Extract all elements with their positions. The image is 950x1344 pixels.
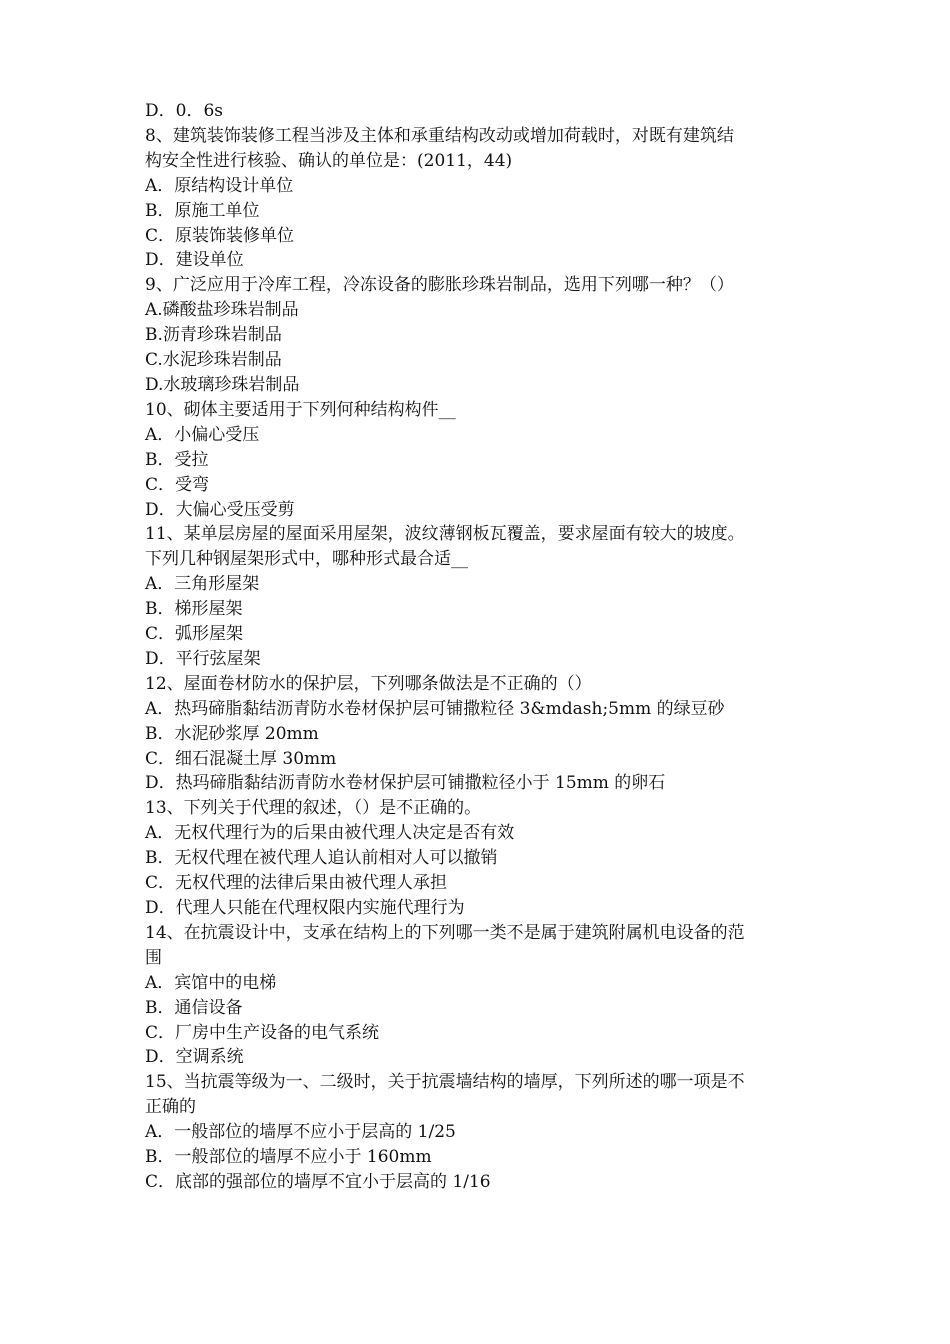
- option-line: D．建设单位: [145, 250, 244, 271]
- option-line: B．受拉: [145, 449, 209, 470]
- question-line: 围: [145, 947, 162, 968]
- option-line: C．弧形屋架: [145, 624, 244, 645]
- question-line: 构安全性进行核验、确认的单位是：(2011，44): [145, 150, 513, 171]
- option-line: D．平行弦屋架: [145, 648, 261, 669]
- question-line: 9、广泛应用于冷库工程，冷冻设备的膨胀珍珠岩制品，选用下列哪一种？（）: [145, 275, 734, 296]
- option-line: A．无权代理行为的后果由被代理人决定是否有效: [145, 823, 515, 844]
- option-line: C．厂房中生产设备的电气系统: [145, 1022, 380, 1043]
- question-line: 正确的: [145, 1097, 196, 1118]
- question-line: 14、在抗震设计中，支承在结构上的下列哪一类不是属于建筑附属机电设备的范: [145, 922, 745, 943]
- option-line: B．通信设备: [145, 997, 243, 1018]
- option-line: B．无权代理在被代理人追认前相对人可以撤销: [145, 848, 498, 869]
- option-line: B．原施工单位: [145, 200, 260, 221]
- option-line: D．热玛碲脂黏结沥青防水卷材保护层可铺撒粒径小于 15mm 的卵石: [145, 773, 666, 794]
- option-line: A．原结构设计单位: [145, 175, 294, 196]
- option-line: C．原装饰装修单位: [145, 225, 295, 246]
- option-line: B．一般部位的墙厚不应小于 160mm: [145, 1147, 432, 1168]
- option-line: B.沥青珍珠岩制品: [145, 325, 282, 346]
- option-line: A．一般部位的墙厚不应小于层高的 1/25: [145, 1122, 456, 1143]
- option-line: B．水泥砂浆厚 20mm: [145, 723, 319, 744]
- question-line: 10、砌体主要适用于下列何种结构构件__: [145, 399, 456, 420]
- question-line: 13、下列关于代理的叙述，（）是不正确的。: [145, 798, 482, 819]
- option-line: A.磷酸盐珍珠岩制品: [145, 300, 299, 321]
- question-line: 下列几种钢屋架形式中，哪种形式最合适__: [145, 549, 468, 570]
- option-line: D．代理人只能在代理权限内实施代理行为: [145, 898, 465, 918]
- option-line: A．宾馆中的电梯: [145, 972, 277, 993]
- question-line: 8、建筑装饰装修工程当涉及主体和承重结构改动或增加荷载时，对既有建筑结: [145, 125, 734, 146]
- option-line: D．大偏心受压受剪: [145, 499, 295, 520]
- question-line: 15、当抗震等级为一、二级时，关于抗震墙结构的墙厚，下列所述的哪一项是不: [145, 1072, 745, 1093]
- option-line: A．三角形屋架: [145, 574, 260, 595]
- option-line: C．无权代理的法律后果由被代理人承担: [145, 873, 448, 894]
- question-line: 11、某单层房屋的屋面采用屋架，波纹薄钢板瓦覆盖，要求屋面有较大的坡度。: [145, 524, 745, 545]
- option-line: B．梯形屋架: [145, 599, 243, 620]
- option-line: C．细石混凝土厚 30mm: [145, 748, 337, 769]
- option-line: C．受弯: [145, 474, 210, 495]
- option-line: D.水玻璃珍珠岩制品: [145, 374, 300, 395]
- option-line: C．底部的强部位的墙厚不宜小于层高的 1/16: [145, 1171, 491, 1192]
- option-line: D．空调系统: [145, 1047, 244, 1068]
- option-line: A．热玛碲脂黏结沥青防水卷材保护层可铺撒粒径 3&mdash;5mm 的绿豆砂: [145, 698, 725, 719]
- document-body: [145, 99, 825, 1195]
- option-line: D．0．6s: [145, 101, 223, 121]
- question-line: 12、屋面卷材防水的保护层，下列哪条做法是不正确的（）: [145, 673, 592, 694]
- option-line: C.水泥珍珠岩制品: [145, 350, 282, 371]
- option-line: A．小偏心受压: [145, 424, 260, 445]
